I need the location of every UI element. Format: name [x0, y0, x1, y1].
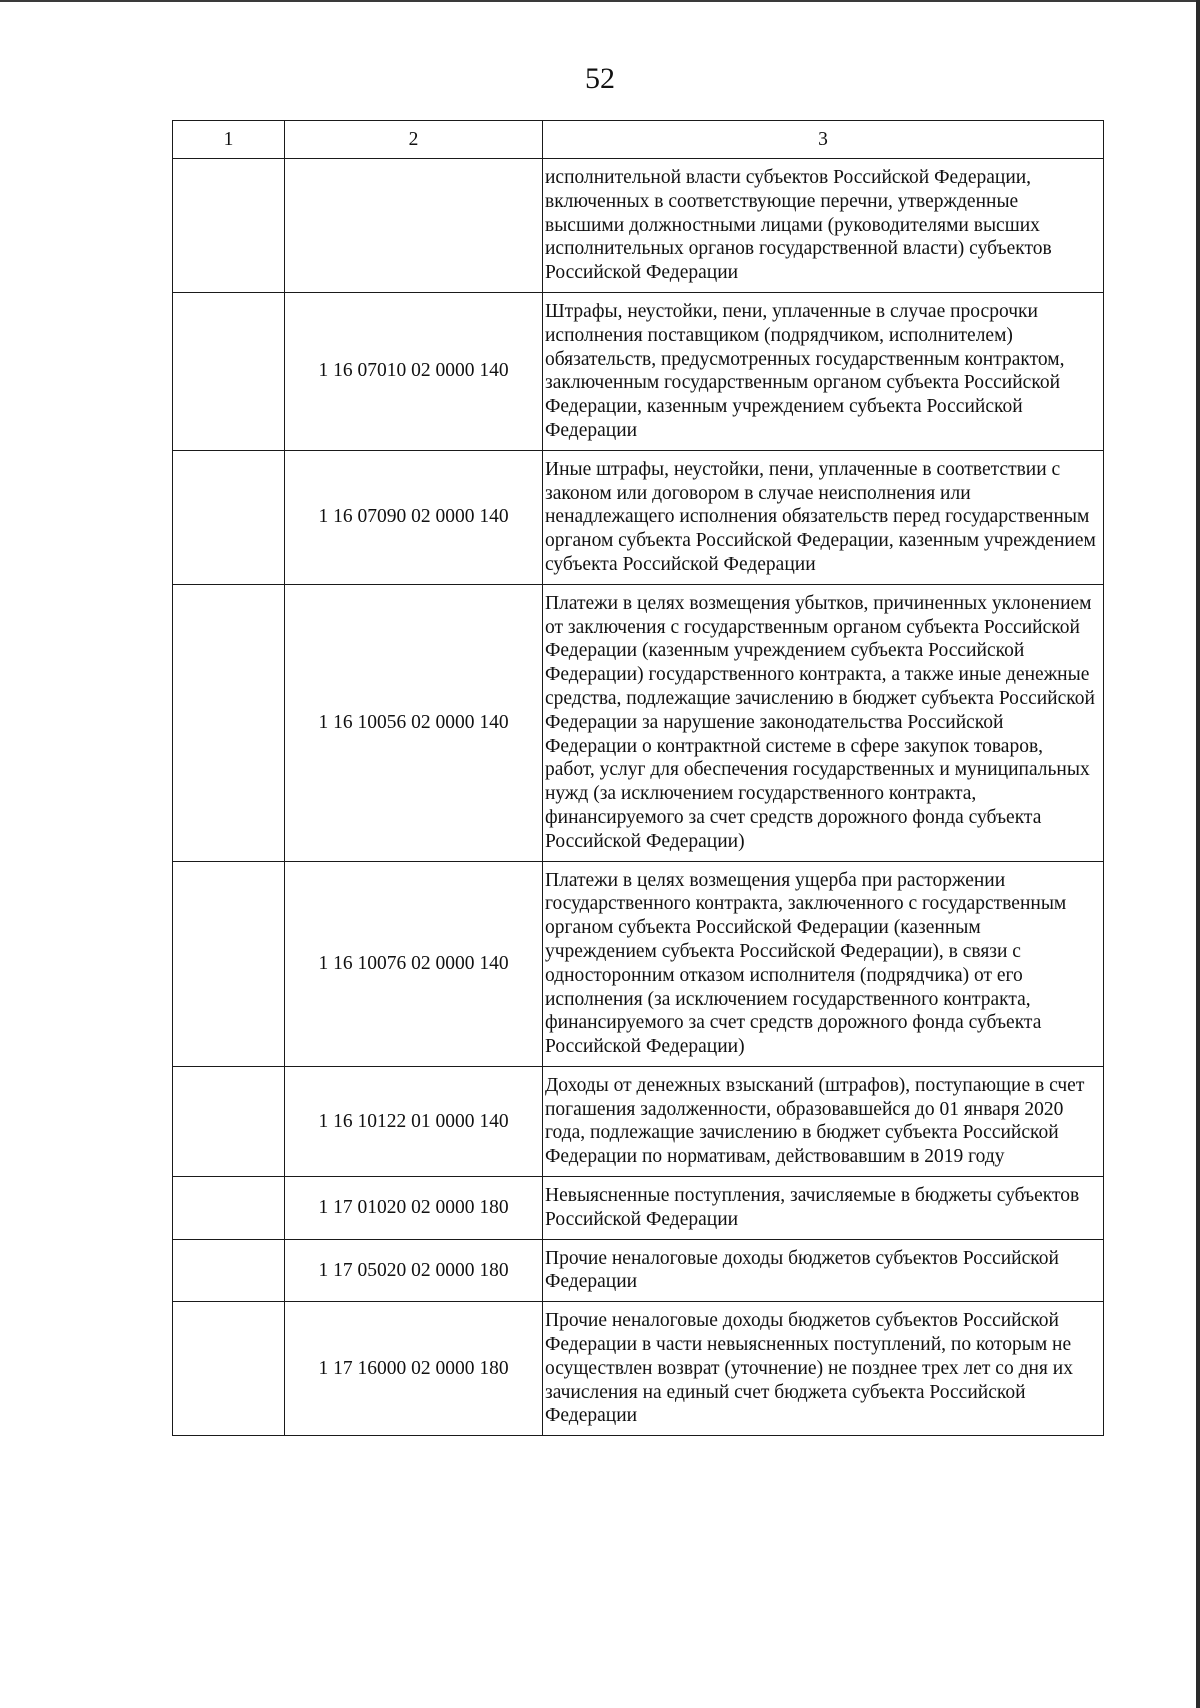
table-row [173, 1066, 1104, 1176]
income-code-cell: 1 16 10056 02 0000 140 [285, 584, 543, 861]
table-row [173, 1239, 1104, 1302]
income-code-cell [285, 159, 543, 293]
scan-edge-right [1196, 0, 1200, 1708]
column-header-3: 3 [543, 121, 1104, 159]
income-description-cell: Иные штрафы, неустойки, пени, уплаченные в соответствии с законом или договором в случае неисполнения или ненадлежащего исполнения обязательств перед государственным органом субъекта Российской Федерации, казенным учреждением субъекта Российской Федерации [543, 450, 1104, 584]
scan-edge-top [0, 0, 1200, 2]
income-code-cell: 1 16 10076 02 0000 140 [285, 861, 543, 1066]
admin-code-cell [173, 1302, 285, 1436]
income-code-cell: 1 17 05020 02 0000 180 [285, 1239, 543, 1302]
income-code-cell: 1 16 07090 02 0000 140 [285, 450, 543, 584]
table-row [173, 584, 1104, 861]
admin-code-cell [173, 861, 285, 1066]
admin-code-cell [173, 450, 285, 584]
income-description-cell: Невыясненные поступления, зачисляемые в бюджеты субъектов Российской Федерации [543, 1177, 1104, 1240]
admin-code-cell [173, 1239, 285, 1302]
admin-code-cell [173, 584, 285, 861]
page-number: 52 [585, 62, 615, 95]
income-code-cell: 1 17 16000 02 0000 180 [285, 1302, 543, 1436]
admin-code-cell [173, 159, 285, 293]
income-code-cell: 1 17 01020 02 0000 180 [285, 1177, 543, 1240]
table-row [173, 159, 1104, 293]
income-code-cell: 1 16 07010 02 0000 140 [285, 292, 543, 450]
budget-classification-table [172, 120, 1104, 1436]
income-description-cell: Платежи в целях возмещения убытков, причиненных уклонением от заключения с государственным органом субъекта Российской Федерации (казенным учреждением субъекта Российской Федерации) государственного контракта, а также иные денежные средства, подлежащие зачислению в бюджет субъекта Российской Федерации за нарушение законодательства Российской Федерации о контрактной системе в сфере закупок товаров, работ, услуг для обеспечения государственных и муниципальных нужд (за исключением государственного контракта, финансируемого за счет средств дорожного фонда субъекта Российской Федерации) [543, 584, 1104, 861]
income-code-cell: 1 16 10122 01 0000 140 [285, 1066, 543, 1176]
income-description-cell: исполнительной власти субъектов Российской Федерации, включенных в соответствующие перечни, утвержденные высшими должностными лицами (руководителями высших исполнительных органов государственной власти) субъектов Российской Федерации [543, 159, 1104, 293]
admin-code-cell [173, 1177, 285, 1240]
income-description-cell: Штрафы, неустойки, пени, уплаченные в случае просрочки исполнения поставщиком (подрядчиком, исполнителем) обязательств, предусмотренных государственным контрактом, заключенным государственным органом субъекта Российской Федерации, казенным учреждением субъекта Российской Федерации [543, 292, 1104, 450]
table-row [173, 292, 1104, 450]
table-row [173, 1302, 1104, 1436]
admin-code-cell [173, 1066, 285, 1176]
income-description-cell: Доходы от денежных взысканий (штрафов), поступающие в счет погашения задолженности, образовавшейся до 01 января 2020 года, подлежащие зачислению в бюджет субъекта Российской Федерации по нормативам, действовавшим в 2019 году [543, 1066, 1104, 1176]
header-row [173, 121, 1104, 159]
column-header-1: 1 [173, 121, 285, 159]
income-description-cell: Прочие неналоговые доходы бюджетов субъектов Российской Федерации [543, 1239, 1104, 1302]
income-description-cell: Платежи в целях возмещения ущерба при расторжении государственного контракта, заключенного с государственным органом субъекта Российской Федерации (казенным учреждением субъекта Российской Федерации), в связи с односторонним отказом исполнителя (подрядчика) от его исполнения (за исключением государственного контракта, финансируемого за счет средств дорожного фонда субъекта Российской Федерации) [543, 861, 1104, 1066]
table-row [173, 861, 1104, 1066]
income-description-cell: Прочие неналоговые доходы бюджетов субъектов Российской Федерации в части невыясненных поступлений, по которым не осуществлен возврат (уточнение) не позднее трех лет со дня их зачисления на единый счет бюджета субъекта Российской Федерации [543, 1302, 1104, 1436]
table-row [173, 1177, 1104, 1240]
column-header-2: 2 [285, 121, 543, 159]
admin-code-cell [173, 292, 285, 450]
table-row [173, 450, 1104, 584]
